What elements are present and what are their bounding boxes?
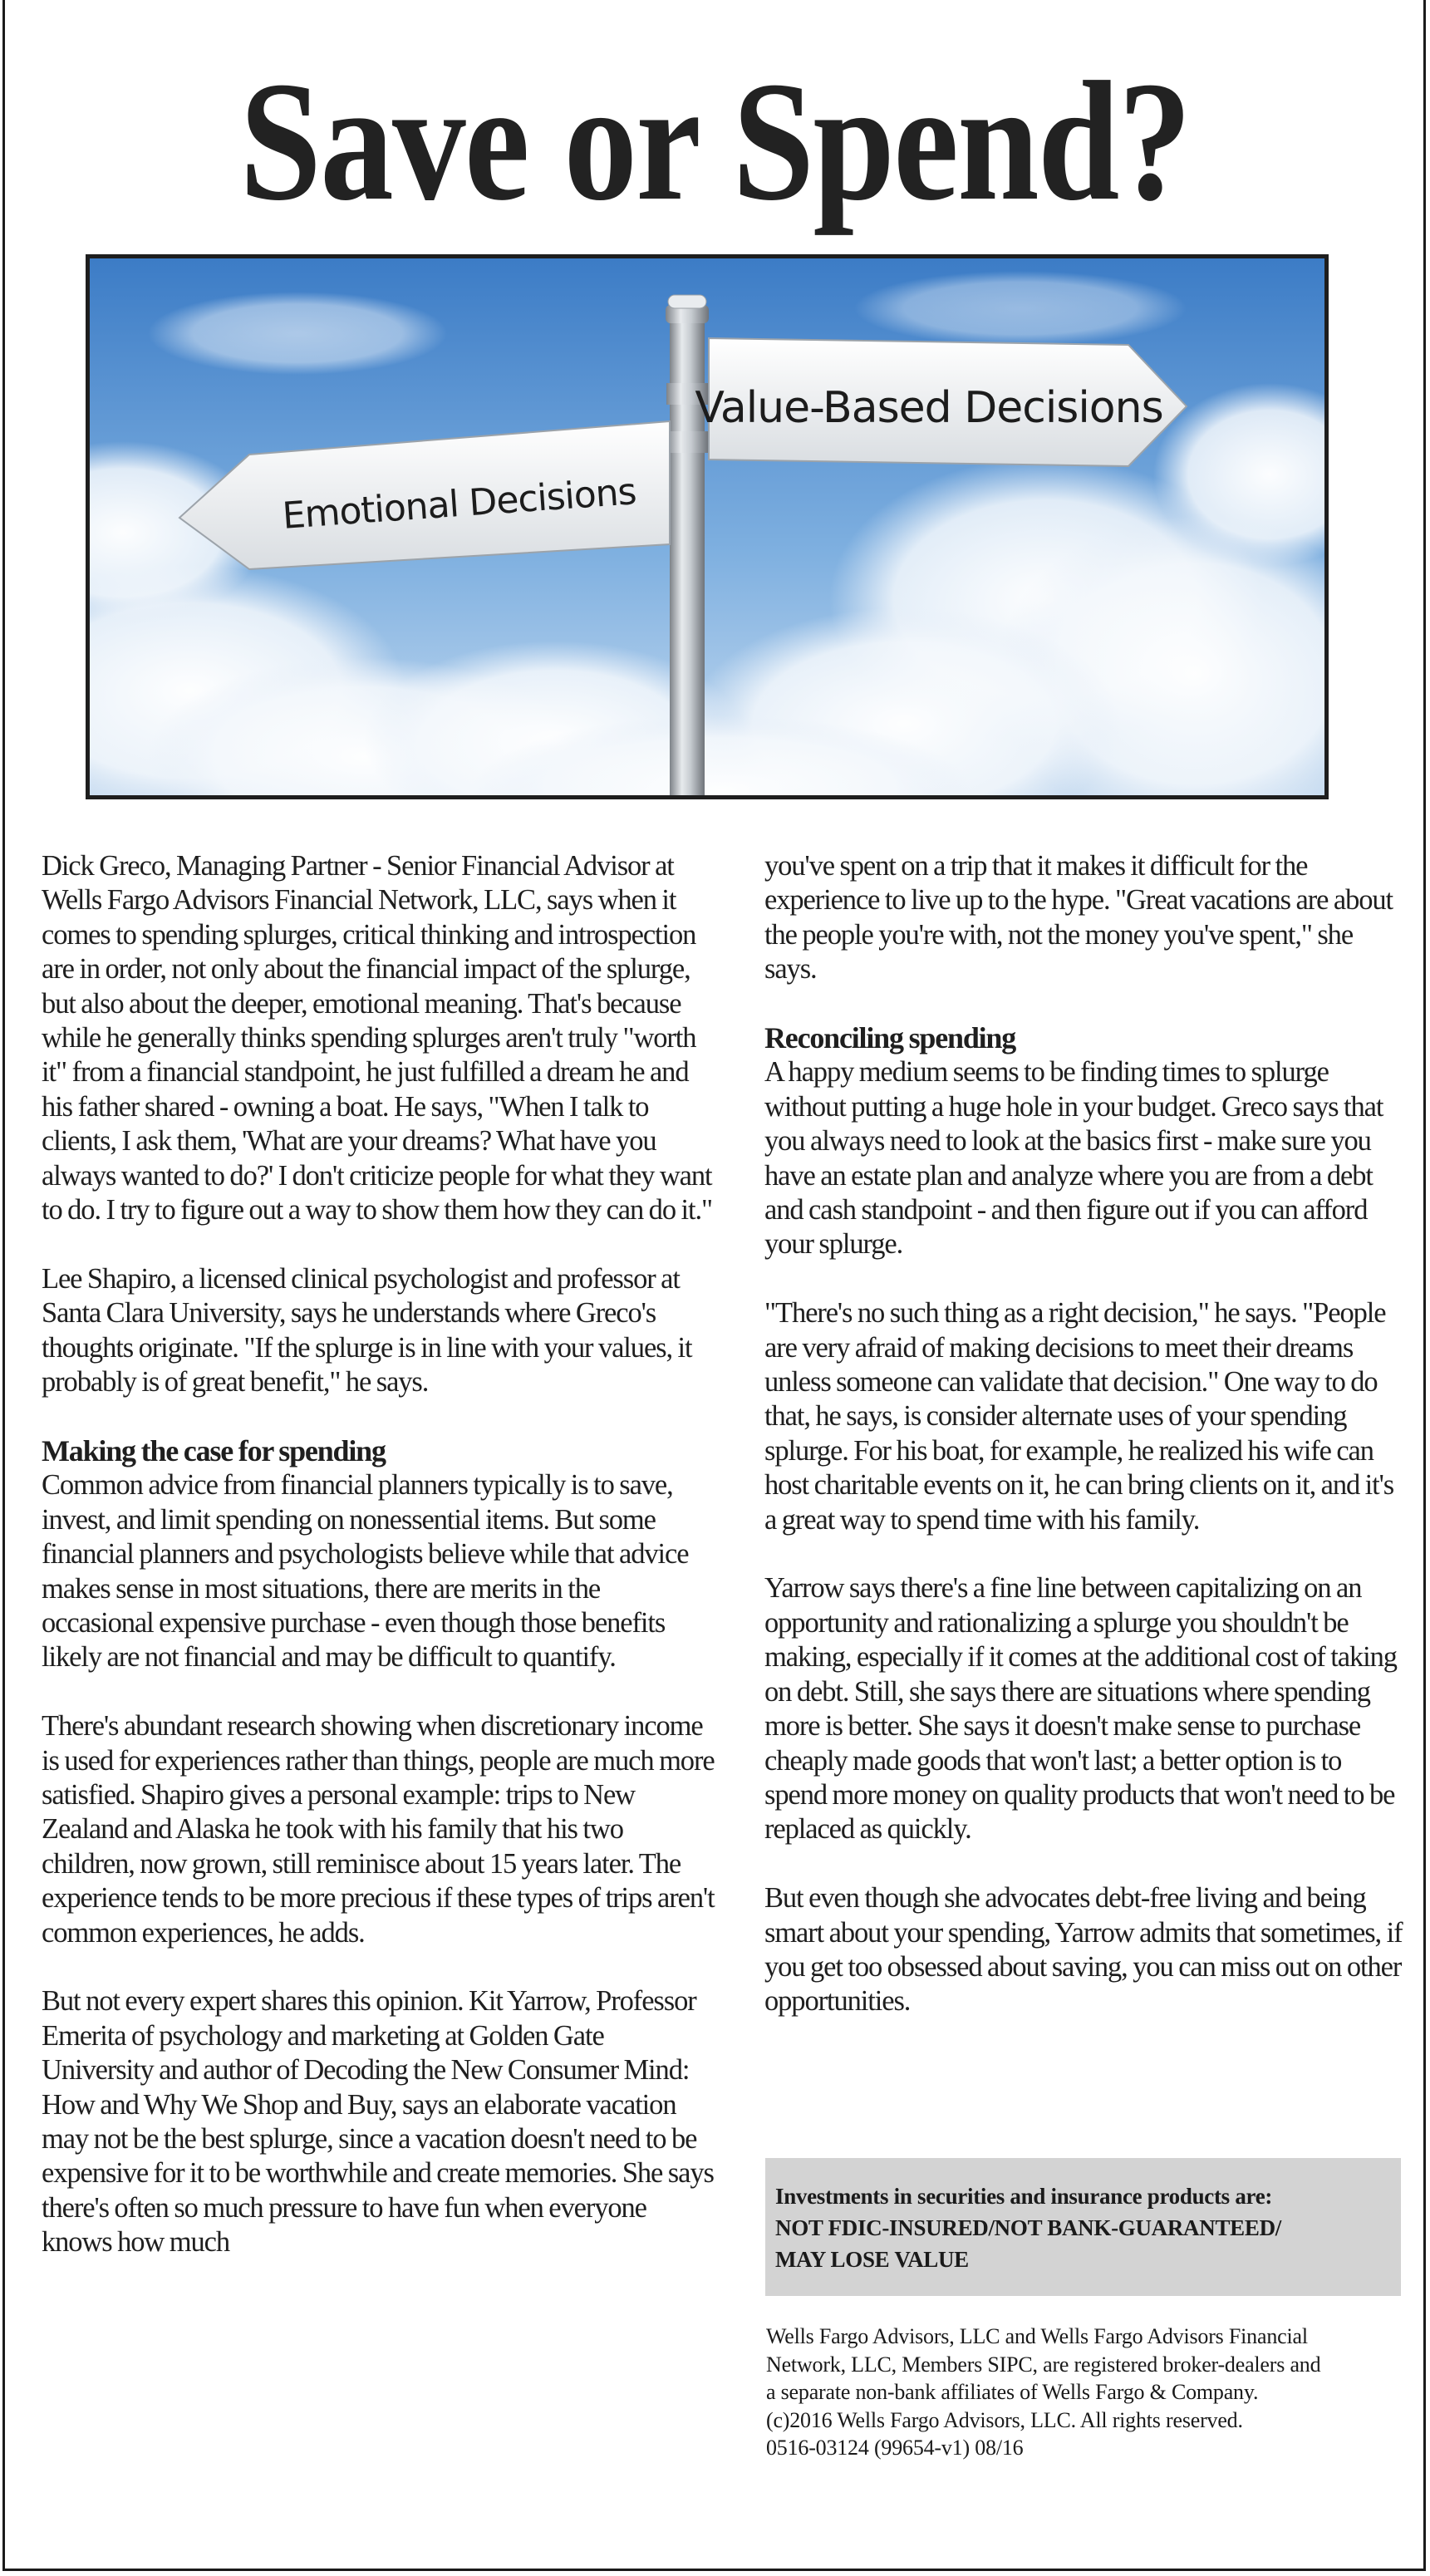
article-paragraph: A happy medium seems to be finding times to splurge without putting a huge hole in your budget. Greco says that you always need to look at the basics first - make sure you have an estate plan and analyze where you are from a debt and cash standpoint - and then figure out if you can afford your splurge.	[764, 1056, 1383, 1261]
article-paragraph: There's abundant research showing when discretionary income is used for experiences rather than things, people are much more satisfied. Shapiro gives a personal example: trips to New Zealand and Alaska he took with his family that his two children, now grown, still reminisce about 15 years later. The experience tends to be more precious if these types of trips aren't common experiences, he adds.	[42, 1710, 715, 1949]
left-sign-text: Emotional Decisions	[281, 470, 638, 538]
right-sign-text: Value-Based Decisions	[695, 383, 1163, 433]
right-sign	[695, 338, 1187, 466]
left-column	[42, 849, 715, 2294]
article-paragraph: you've spent on a trip that it makes it difficult for the experience to live up to the hype. "Great vacations are about the people you're with, not the money you've spent," she says.	[764, 850, 1393, 986]
article-paragraph: "There's no such thing as a right decision," he says. "People are very afraid of making decisions to meet their dreams unless someone can validate that decision." One way to do that, he says, is consider alternate uses of your spending splurge. For his boat, for example, he realized his wife can host charitable events on it, he can bring clients on it, and it's a great way to spend time with his family.	[764, 1297, 1394, 1536]
disclosure-line: Wells Fargo Advisors, LLC and Wells Fargo Advisors Financial	[766, 2324, 1308, 2348]
section-heading: Reconciling spending	[764, 1021, 1016, 1055]
article-paragraph: Yarrow says there's a fine line between capitalizing on an opportunity and rationalizing a splurge you shouldn't be making, especially if it comes at the additional cost of taking on debt. Still, she says there are situations where spending more is better. She says it doesn't make sense to purchase cheaply made goods that won't last; a better option is to spend more money on quality products that won't need to be replaced as quickly.	[764, 1572, 1397, 1846]
signpost-pole	[666, 295, 709, 795]
article-paragraph: Common advice from financial planners typically is to save, invest, and limit spending on nonessential items. But some financial planners and psychologists believe while that advice makes sense in most situations, there are merits in the occasional expensive purchase - even though those benefits likely are not financial and may be difficult to quantify.	[42, 1469, 689, 1674]
hero-image	[86, 254, 1329, 799]
notice-line: Investments in securities and insurance products are:	[775, 2184, 1273, 2209]
article-paragraph: Lee Shapiro, a licensed clinical psychologist and professor at Santa Clara University, says he understands where Greco's thoughts originate. "If the splurge is in line with your values, it probably is of great benefit," he says.	[42, 1262, 692, 1399]
legal-disclosure	[766, 2323, 1414, 2462]
section-heading: Making the case for spending	[42, 1433, 386, 1467]
signpost-illustration	[90, 258, 1324, 795]
disclosure-line: 0516-03124 (99654-v1) 08/16	[766, 2436, 1024, 2460]
article-paragraph: Dick Greco, Managing Partner - Senior Financial Advisor at Wells Fargo Advisors Financial Network, LLC, says when it comes to spending splurges, critical thinking and introspection are in order, not only about the financial impact of the splurge, but also about the deeper, emotional meaning. That's because while he generally thinks spending splurges aren't truly "worth it" from a financial standpoint, he just fulfilled a dream he and his father shared - owning a boat. He says, "When I talk to clients, I ask them, 'What are your dreams? What have you always wanted to do?' I don't criticize people for what they want to do. I try to figure out a way to show them how they can do it."	[42, 850, 712, 1227]
notice-line: MAY LOSE VALUE	[775, 2247, 969, 2272]
disclosure-line: Network, LLC, Members SIPC, are registered broker-dealers and	[766, 2352, 1321, 2377]
page-title: Save or Spend?	[239, 46, 1191, 236]
disclosure-line: (c)2016 Wells Fargo Advisors, LLC. All rights reserved.	[766, 2407, 1243, 2432]
right-column	[764, 849, 1404, 2053]
investment-notice-box	[765, 2158, 1401, 2296]
article-paragraph: But not every expert shares this opinion. Kit Yarrow, Professor Emerita of psychology and marketing at Golden Gate University and author of Decoding the New Consumer Mind: How and Why We Shop and Buy, says an elaborate vacation may not be the best splurge, since a vacation doesn't need to be expensive for it to be worthwhile and create memories. She says there's often so much pressure to have fun when everyone knows how much	[42, 1985, 714, 2259]
disclosure-line: a separate non-bank affiliates of Wells Fargo & Company.	[766, 2380, 1259, 2405]
article-paragraph: But even though she advocates debt-free living and being smart about your spending, Yarrow admits that sometimes, if you get too obsessed about saving, you can miss out on other opportunities.	[764, 1882, 1403, 2018]
notice-line: NOT FDIC-INSURED/NOT BANK-GUARANTEED/	[775, 2215, 1281, 2240]
